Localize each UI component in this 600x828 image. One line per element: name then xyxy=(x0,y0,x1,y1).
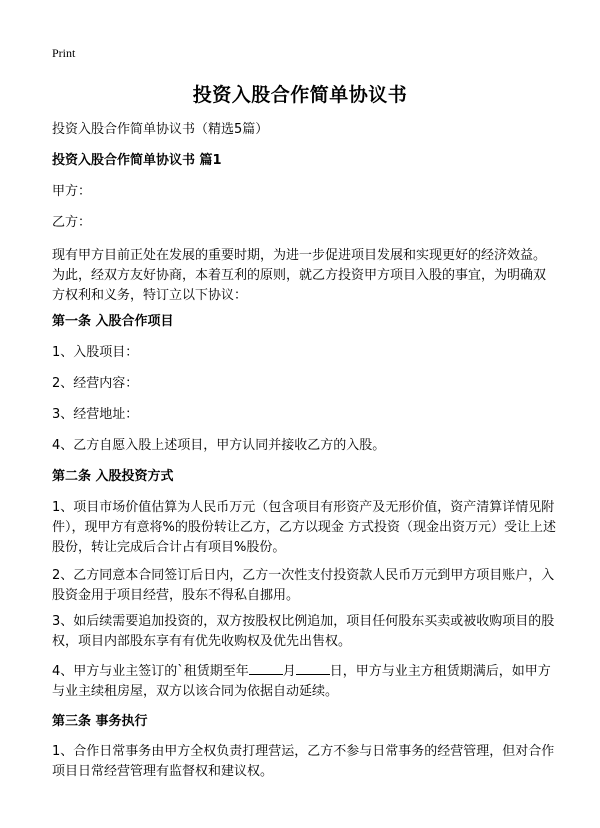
article-2-item-3: 3、如后续需要追加投资的，双方按股权比例追加，项目任何股东买卖或被收购项目的股权，项目内部股东享有有优先收购权及优先出售权。 xyxy=(52,614,555,649)
article-2-item-4-part-3: 日，甲方与业主方租赁期满后，如甲方与业主续租房屋，双方以该合同为依据自动延续。 xyxy=(52,664,551,699)
article-3-heading: 第三条 事务执行 xyxy=(52,714,148,729)
document-subtitle: 投资入股合作简单协议书（精选5篇） xyxy=(52,122,269,137)
article-2-item-4 xyxy=(52,660,556,702)
article-2-item-1: 1、项目市场价值估算为人民币万元（包含项目有形资产及无形价值，资产清算详情见附件），现甲方有意将%的股份转让乙方，乙方以现金 方式投资（现金出资万元）受让上述股份，转让完成后合计占有项目%股份。 xyxy=(52,500,556,555)
intro-paragraph: 现有甲方目前正处在发展的重要时期，为进一步促进项目发展和实现更好的经济效益。为此，经双方友好协商，本着互利的原则，就乙方投资甲方项目入股的事宜，为明确双方权利和义务，特订立以下协议： xyxy=(52,248,547,303)
print-link[interactable]: Print xyxy=(52,46,76,60)
article-1-item-2: 2、经营内容： xyxy=(52,376,139,391)
article-1-item-4: 4、乙方自愿入股上述项目，甲方认同并接收乙方的入股。 xyxy=(52,438,386,453)
article-3-item-1: 1、合作日常事务由甲方全权负责打理营运，乙方不参与日常事务的经营管理，但对合作项目日常经营管理有监督权和建议权。 xyxy=(52,744,555,779)
day-blank xyxy=(296,660,330,675)
article-2-item-4-part-2: 月 xyxy=(282,664,296,679)
article-2-item-2: 2、乙方同意本合同签订后日内，乙方一次性支付投资款人民币万元到甲方项目账户，入股资金用于项目经营，股东不得私自挪用。 xyxy=(52,568,555,603)
article-1-heading: 第一条 入股合作项目 xyxy=(52,314,174,329)
year-blank xyxy=(249,660,283,675)
article-1-item-1: 1、入股项目： xyxy=(52,345,139,360)
article-2-item-4-part-1: 4、甲方与业主签订的`租赁期至年 xyxy=(52,664,249,679)
document-title: 投资入股合作简单协议书 xyxy=(192,84,408,106)
article-2-heading: 第二条 入股投资方式 xyxy=(52,469,174,484)
party-b-label: 乙方： xyxy=(52,215,92,230)
party-a-label: 甲方： xyxy=(52,184,92,199)
article-1-item-3: 3、经营地址： xyxy=(52,407,139,422)
section-heading: 投资入股合作简单协议书 篇1 xyxy=(52,153,222,168)
